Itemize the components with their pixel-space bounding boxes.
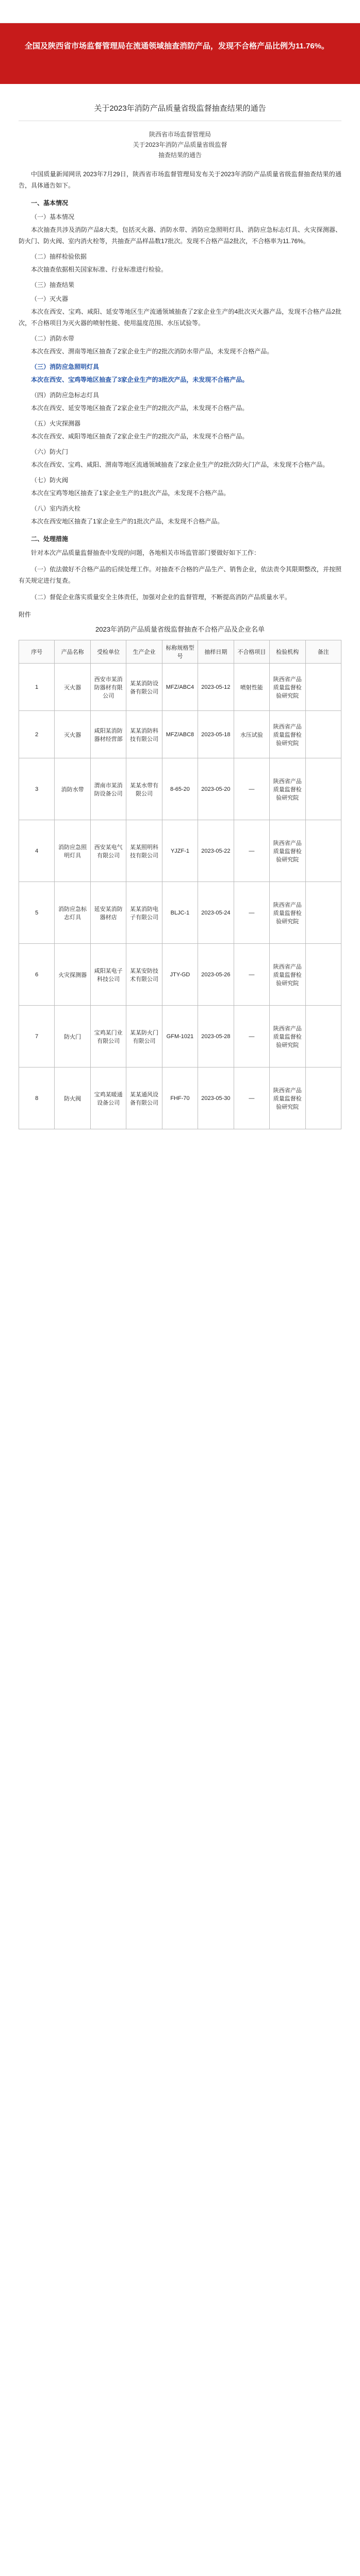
- results-table: [19, 640, 341, 1129]
- cell: —: [234, 882, 269, 944]
- cell: 3: [19, 758, 55, 820]
- cell: 防火阀: [55, 1067, 90, 1129]
- cell: 陕西省产品质量监督检验研究院: [270, 1067, 305, 1129]
- notice-title: 关于2023年消防产品质量省级监督抽查结果的通告: [94, 104, 266, 113]
- cell: 陕西省产品质量监督检验研究院: [270, 882, 305, 944]
- cell: 火灾探测器: [55, 944, 90, 1006]
- cell: 西安市某消防器材有限公司: [90, 664, 126, 711]
- cell: 某某安防技术有限公司: [126, 944, 162, 1006]
- cell: [305, 944, 341, 1006]
- cell: —: [234, 758, 269, 820]
- hero-text: 全国及陕西省市场监督管理局在流通领域抽查消防产品，发现不合格产品比例为11.76%。: [25, 42, 330, 50]
- attachment-label: 附件: [19, 611, 31, 618]
- cell: BLJC-1: [162, 882, 198, 944]
- subheading-3g: （七）防火阀: [31, 477, 69, 484]
- subheading-3a: （一）灭火器: [31, 295, 69, 302]
- section-heading-2: 二、处理措施: [31, 535, 69, 543]
- table-row: [19, 664, 341, 711]
- cell: 渭南市某消防设备公司: [90, 758, 126, 820]
- col-failed-items: 不合格项目: [234, 640, 269, 664]
- cell: GFM-1021: [162, 1006, 198, 1067]
- cell: 咸阳某消防器材经营部: [90, 711, 126, 758]
- cell: 某某通风设备有限公司: [126, 1067, 162, 1129]
- paragraph-9: 本次在宝鸡等地区抽查了1家企业生产的1批次产品，未发现不合格产品。: [31, 489, 230, 497]
- cell: 某某消防电子有限公司: [126, 882, 162, 944]
- table-row: [19, 758, 341, 820]
- table-row: [19, 944, 341, 1006]
- letterhead: [19, 129, 341, 160]
- cell: 消防水带: [55, 758, 90, 820]
- letterhead-line-3: 抽查结果的通告: [158, 151, 202, 159]
- paragraph-1: 本次抽查共涉及消防产品8大类，包括灭火器、消防水带、消防应急照明灯具、消防应急标志灯具、火灾探测器、防火门、防火阀、室内消火栓等，共抽查产品样品数17批次。发现不合格产品2批次，不合格率为11.76%。: [19, 226, 341, 245]
- cell: 西安某电气有限公司: [90, 820, 126, 882]
- paragraph-5: 本次在西安、宝鸡等地区抽查了3家企业生产的3批次产品，未发现不合格产品。: [31, 376, 249, 383]
- cell: MFZ/ABC4: [162, 664, 198, 711]
- cell: —: [234, 944, 269, 1006]
- cell: 2023-05-20: [198, 758, 234, 820]
- intro-paragraph: 中国质量新闻网讯 2023年7月29日，陕西省市场监督管理局发布关于2023年消防产品质量省级监督抽查结果的通告，具体通告如下。: [19, 171, 341, 189]
- cell: 2023-05-24: [198, 882, 234, 944]
- cell: 喷射性能: [234, 664, 269, 711]
- cell: YJZF-1: [162, 820, 198, 882]
- cell: 6: [19, 944, 55, 1006]
- cell: —: [234, 1067, 269, 1129]
- cell: 2023-05-22: [198, 820, 234, 882]
- table-row: [19, 882, 341, 944]
- paragraph-12: （一）依法做好不合格产品的后续处理工作。对抽查不合格的产品生产、销售企业，依法责令其限期整改，并按照有关规定进行复查。: [19, 566, 341, 584]
- subheading-3h: （八）室内消火栓: [31, 505, 81, 512]
- cell: 陕西省产品质量监督检验研究院: [270, 758, 305, 820]
- top-bar: [0, 0, 360, 23]
- table-row: [19, 820, 341, 882]
- table-title: 2023年消防产品质量省级监督抽查不合格产品及企业名单: [95, 625, 265, 633]
- paragraph-11: 针对本次产品质量监督抽查中发现的问题，各地相关市场监管部门要做好如下工作：: [31, 549, 260, 556]
- subheading-3b: （二）消防水带: [31, 335, 75, 342]
- cell: 陕西省产品质量监督检验研究院: [270, 1006, 305, 1067]
- cell: 某某防火门有限公司: [126, 1006, 162, 1067]
- col-lab: 检验机构: [270, 640, 305, 664]
- cell: MFZ/ABC8: [162, 711, 198, 758]
- cell: 灭火器: [55, 711, 90, 758]
- cell: 某某照明科技有限公司: [126, 820, 162, 882]
- subheading-3f: （六）防火门: [31, 448, 69, 455]
- cell: 5: [19, 882, 55, 944]
- subheading-3c: （三）消防应急照明灯具: [31, 363, 100, 370]
- subheading-3d: （四）消防应急标志灯具: [31, 392, 100, 399]
- cell: 2023-05-28: [198, 1006, 234, 1067]
- cell: 陕西省产品质量监督检验研究院: [270, 944, 305, 1006]
- paragraph-6: 本次在西安、延安等地区抽查了2家企业生产的2批次产品，未发现不合格产品。: [31, 404, 249, 412]
- paragraph-8: 本次在西安、宝鸡、咸阳、渭南等地区流通领域抽查了2家企业生产的2批次防火门产品，未发现不合格产品。: [31, 461, 329, 468]
- col-serial: 序号: [19, 640, 55, 664]
- cell: 某某消防设备有限公司: [126, 664, 162, 711]
- article-content: [0, 84, 360, 1129]
- cell: 2023-05-18: [198, 711, 234, 758]
- cell: [305, 882, 341, 944]
- cell: 宝鸡某暖通设备公司: [90, 1067, 126, 1129]
- cell: 某某水带有限公司: [126, 758, 162, 820]
- cell: [305, 1006, 341, 1067]
- cell: JTY-GD: [162, 944, 198, 1006]
- cell: 消防应急标志灯具: [55, 882, 90, 944]
- subheading-1: （一）基本情况: [31, 213, 75, 221]
- letterhead-line-1: 陕西省市场监督管理局: [149, 131, 211, 138]
- subheading-3: （三）抽查结果: [31, 281, 75, 289]
- cell: 2: [19, 711, 55, 758]
- cell: 2023-05-30: [198, 1067, 234, 1129]
- cell: [305, 1067, 341, 1129]
- cell: 8-65-20: [162, 758, 198, 820]
- cell: 2023-05-26: [198, 944, 234, 1006]
- paragraph-3: 本次在西安、宝鸡、咸阳、延安等地区生产流通领域抽查了2家企业生产的4批次灭火器产品，发现不合格产品2批次，不合格项目为灭火器的喷射性能、使用温度范围、水压试验等。: [19, 308, 341, 327]
- cell: 咸阳某电子科技公司: [90, 944, 126, 1006]
- subheading-2: （二）抽样检验依据: [31, 253, 87, 260]
- section-heading-1: 一、基本情况: [31, 199, 69, 207]
- paragraph-10: 本次在西安地区抽查了1家企业生产的1批次产品，未发现不合格产品。: [31, 518, 224, 525]
- table-row: [19, 1067, 341, 1129]
- cell: 水压试验: [234, 711, 269, 758]
- cell: —: [234, 1006, 269, 1067]
- cell: [305, 664, 341, 711]
- cell: FHF-70: [162, 1067, 198, 1129]
- col-product: 产品名称: [55, 640, 90, 664]
- cell: [305, 711, 341, 758]
- col-inspected: 受检单位: [90, 640, 126, 664]
- cell: 8: [19, 1067, 55, 1129]
- cell: 4: [19, 820, 55, 882]
- subheading-3e: （五）火灾探测器: [31, 420, 81, 427]
- cell: —: [234, 820, 269, 882]
- table-row: [19, 1006, 341, 1067]
- letterhead-line-2: 关于2023年消防产品质量省级监督: [133, 141, 227, 148]
- cell: 消防应急照明灯具: [55, 820, 90, 882]
- cell: 宝鸡某门业有限公司: [90, 1006, 126, 1067]
- cell: 陕西省产品质量监督检验研究院: [270, 711, 305, 758]
- cell: 某某消防科技有限公司: [126, 711, 162, 758]
- col-model: 标称规格型号: [162, 640, 198, 664]
- cell: 1: [19, 664, 55, 711]
- cell: 延安某消防器材店: [90, 882, 126, 944]
- col-date: 抽样日期: [198, 640, 234, 664]
- table-row: [19, 711, 341, 758]
- cell: 陕西省产品质量监督检验研究院: [270, 664, 305, 711]
- cell: [305, 820, 341, 882]
- col-manufacturer: 生产企业: [126, 640, 162, 664]
- cell: 防火门: [55, 1006, 90, 1067]
- col-note: 备注: [305, 640, 341, 664]
- hero-banner: [0, 23, 360, 84]
- paragraph-4: 本次在西安、渭南等地区抽查了2家企业生产的2批次消防水带产品，未发现不合格产品。: [31, 348, 273, 355]
- cell: 灭火器: [55, 664, 90, 711]
- cell: [305, 758, 341, 820]
- paragraph-7: 本次在西安、咸阳等地区抽查了2家企业生产的2批次产品，未发现不合格产品。: [31, 433, 249, 440]
- cell: 7: [19, 1006, 55, 1067]
- paragraph-13: （二）督促企业落实质量安全主体责任，加强对企业的监督管理，不断提高消防产品质量水平。: [31, 594, 291, 601]
- table-header-row: [19, 640, 341, 664]
- cell: 陕西省产品质量监督检验研究院: [270, 820, 305, 882]
- paragraph-2: 本次抽查依据相关国家标准、行业标准进行检验。: [31, 266, 168, 273]
- cell: 2023-05-12: [198, 664, 234, 711]
